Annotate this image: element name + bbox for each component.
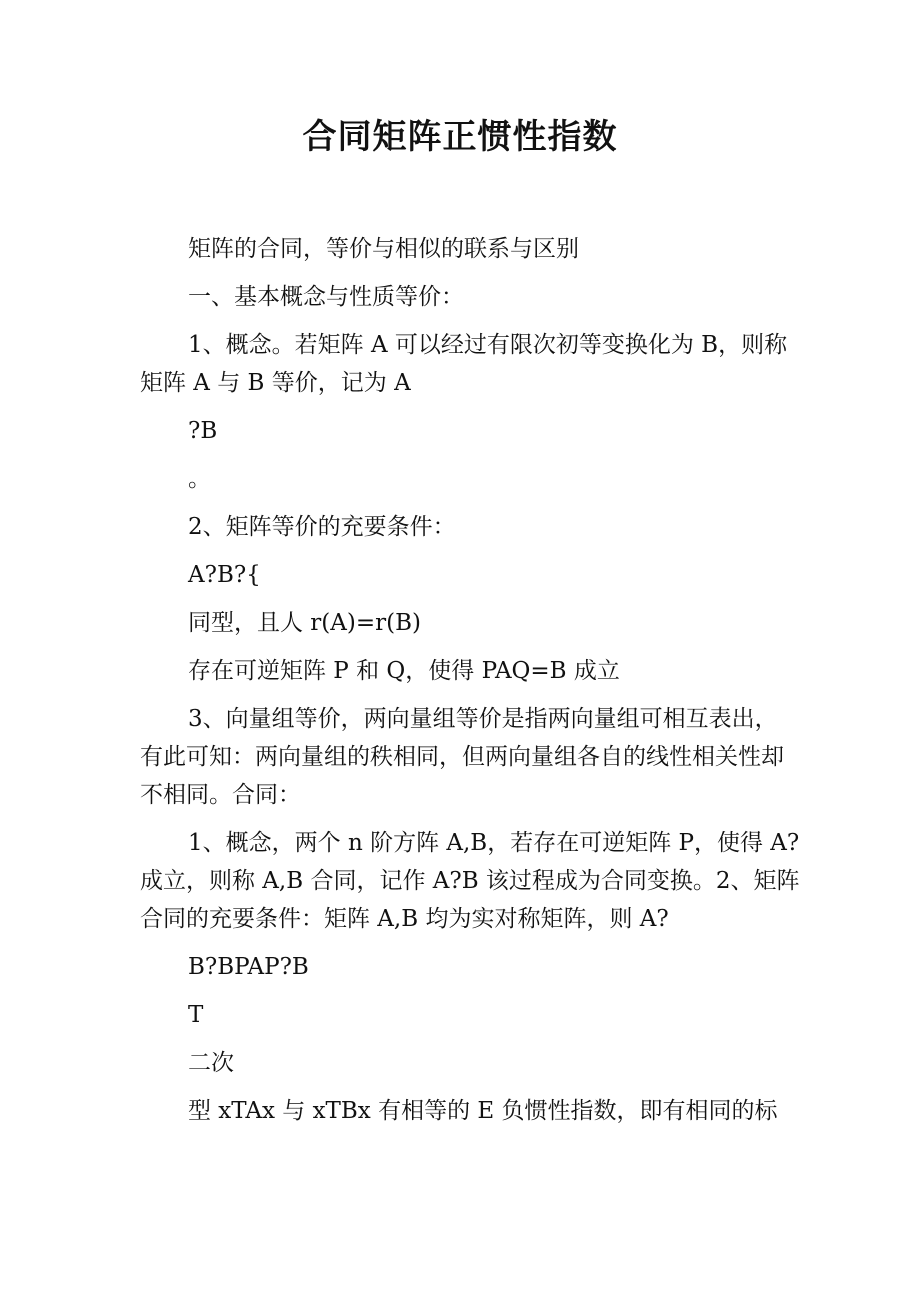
paragraph: 矩阵的合同，等价与相似的联系与区别 <box>188 236 579 262</box>
paragraph: 一、基本概念与性质等价： <box>188 284 464 310</box>
paragraph: 。 <box>188 466 211 492</box>
paragraph: 1、概念，两个 n 阶方阵 A,B，若存在可逆矩阵 P，使得 A?成立，则称 A,B 合同，记作 A?B 该过程成为合同变换。2、矩阵合同的充要条件：矩阵 A,B 均为实对称矩阵，则 A? <box>140 830 800 932</box>
paragraph: ?B <box>188 418 218 444</box>
paragraph: 二次 <box>188 1050 234 1076</box>
document-title: 合同矩阵正惯性指数 <box>302 117 618 157</box>
paragraph: 存在可逆矩阵 P 和 Q，使得 PAQ=B 成立 <box>188 658 620 684</box>
paragraph: 型 xTAx 与 xTBx 有相等的 E 负惯性指数，即有相同的标 <box>188 1098 778 1124</box>
document-body <box>140 230 800 1140</box>
paragraph: 3、向量组等价，两向量组等价是指两向量组可相互表出，有此可知：两向量组的秩相同，但两向量组各自的线性相关性却不相同。合同： <box>140 706 784 808</box>
paragraph: A?B?{ <box>188 562 261 588</box>
paragraph: 1、概念。若矩阵 A 可以经过有限次初等变换化为 B，则称矩阵 A 与 B 等价，记为 A <box>140 332 788 396</box>
paragraph: 2、矩阵等价的充要条件： <box>188 514 456 540</box>
paragraph: T <box>188 1002 204 1028</box>
paragraph: 同型，且人 r(A)=r(B) <box>188 610 421 636</box>
paragraph: B?BPAP?B <box>188 954 309 980</box>
